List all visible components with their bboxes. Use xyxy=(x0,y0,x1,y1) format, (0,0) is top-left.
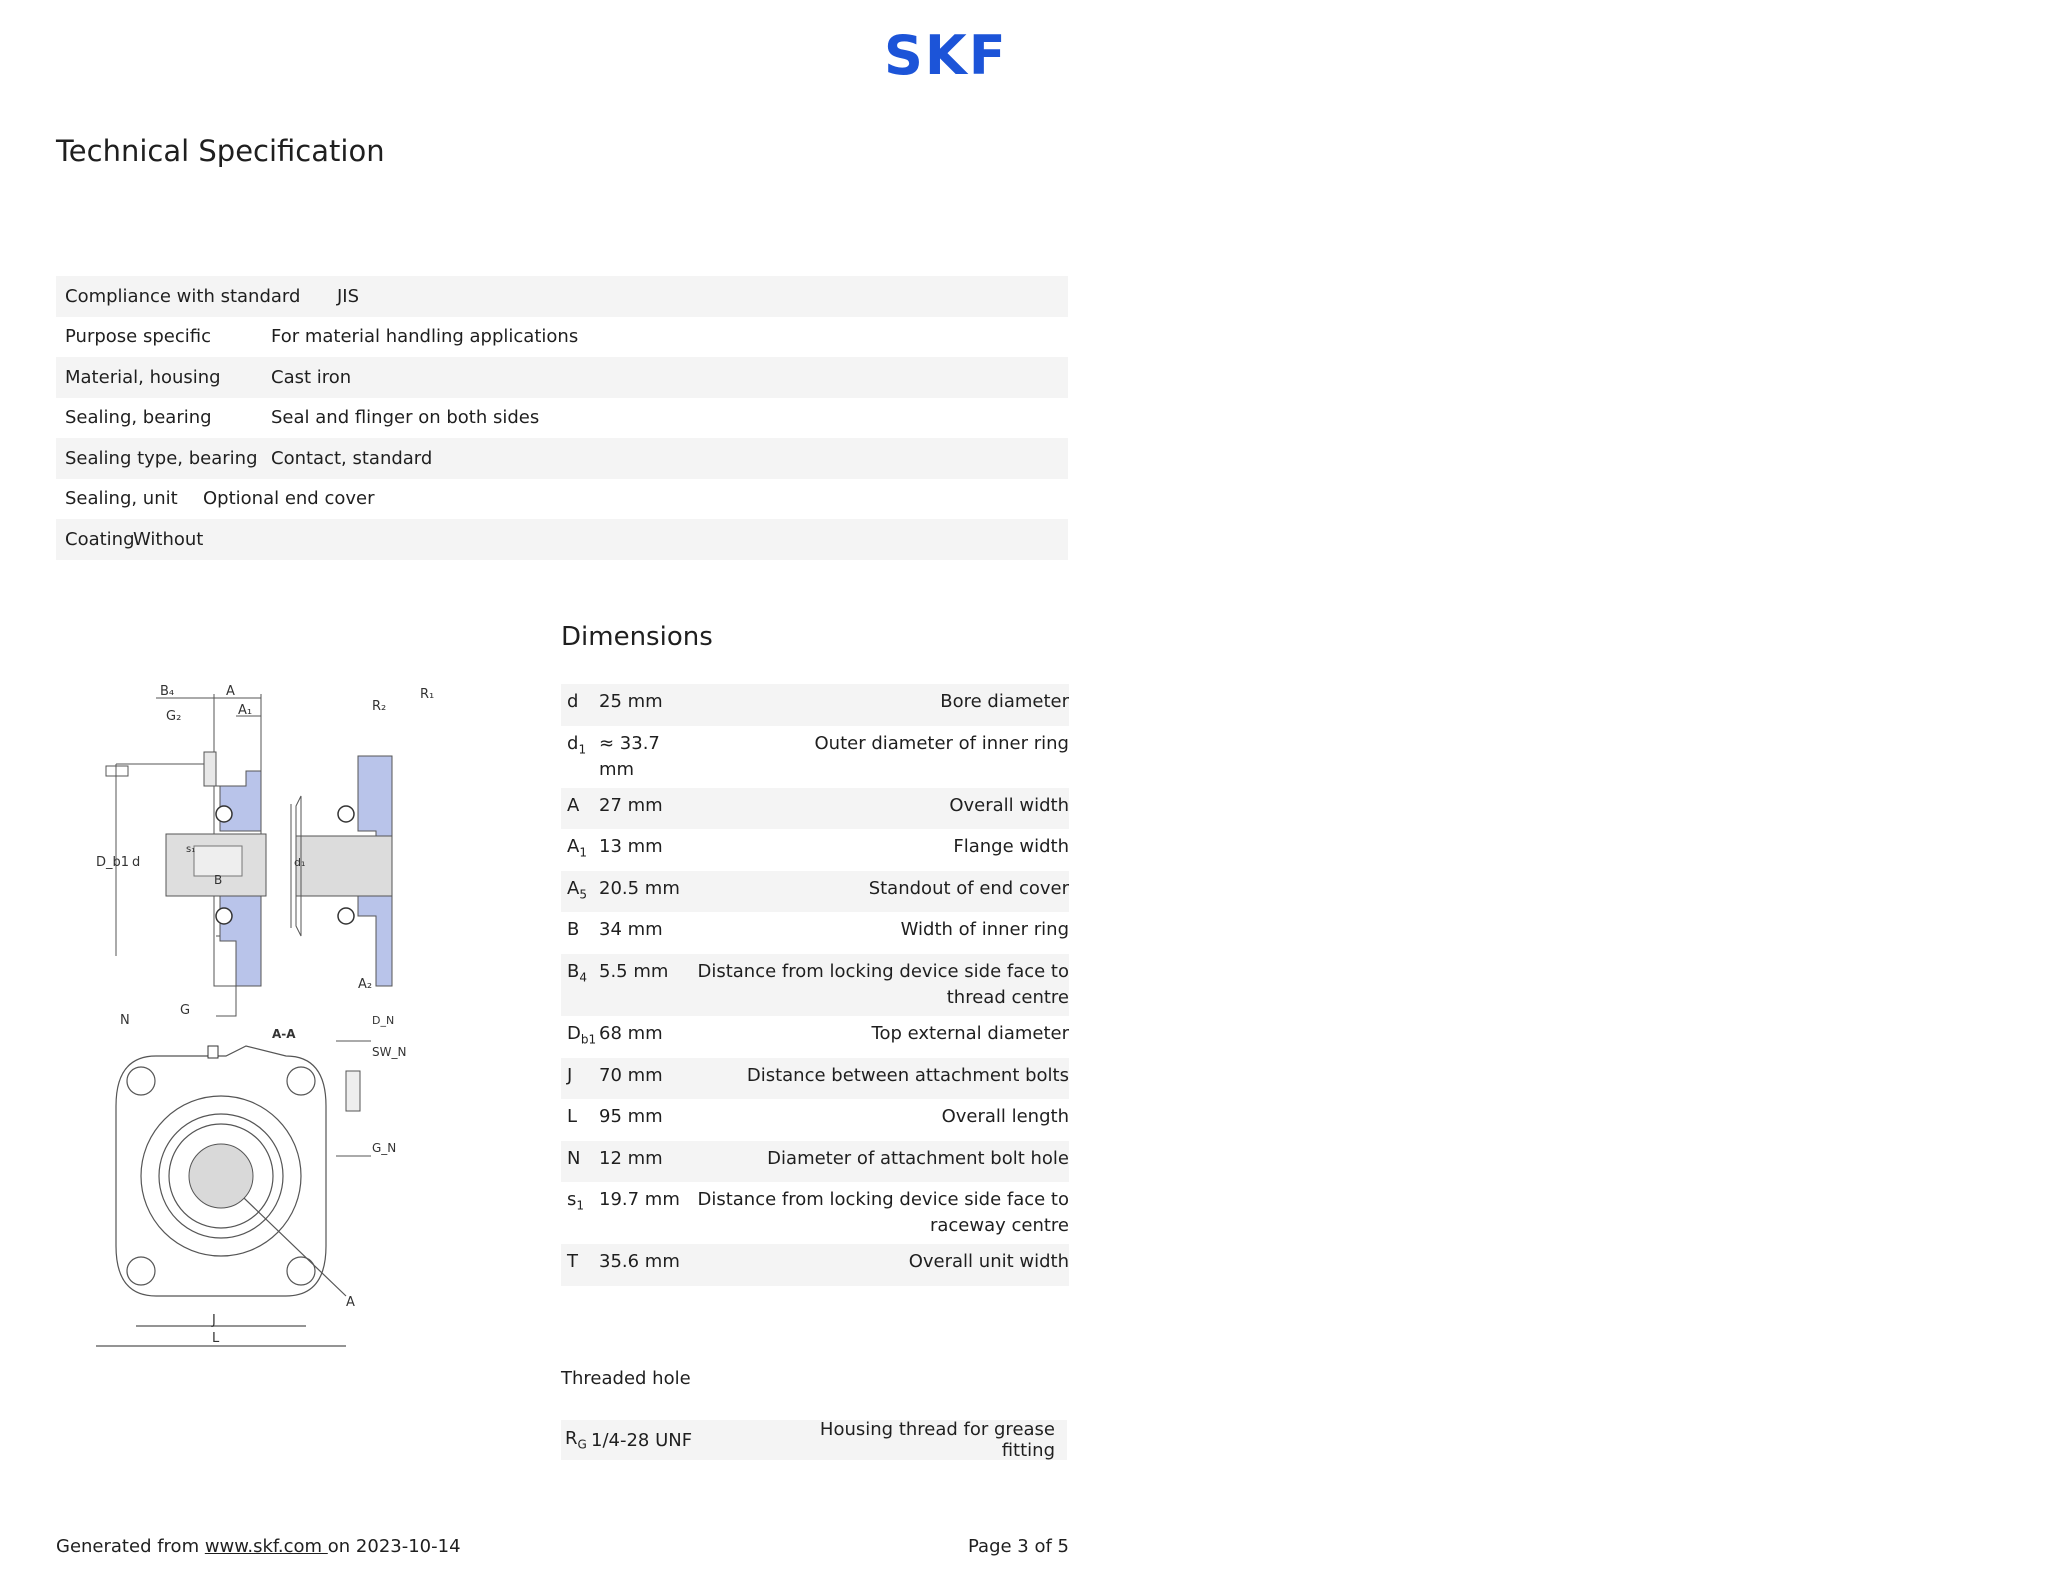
label-a2: A₂ xyxy=(358,977,373,992)
dimension-value: 20.5 mm xyxy=(599,877,680,899)
label-swn: SW_N xyxy=(372,1045,407,1059)
spec-label: Coating xyxy=(65,528,135,550)
label-a: A xyxy=(226,684,235,699)
dimension-symbol: $A_5$ xyxy=(567,877,587,902)
spec-label: Compliance with standard xyxy=(65,285,301,307)
spec-label: Sealing, unit xyxy=(65,488,178,510)
label-g: G xyxy=(180,1003,191,1018)
thread-description: Housing thread for grease fitting xyxy=(819,1419,1055,1461)
dimensions-table xyxy=(561,684,1069,1286)
label-g2: G₂ xyxy=(166,709,182,724)
thread-symbol: $R_G$ xyxy=(565,1428,587,1452)
spec-value: Seal and flinger on both sides xyxy=(271,407,540,429)
dimension-row xyxy=(561,1244,1069,1286)
spec-label: Sealing, bearing xyxy=(65,407,212,429)
spec-row xyxy=(56,276,1068,317)
dimension-value: 12 mm xyxy=(599,1147,663,1169)
dimension-description: Overall unit width xyxy=(908,1251,1069,1273)
spec-row xyxy=(56,398,1068,439)
label-aa: A-A xyxy=(272,1027,296,1041)
dimension-row xyxy=(561,684,1069,726)
label-a1: A₁ xyxy=(238,703,253,718)
label-r2: R₂ xyxy=(372,699,387,714)
dimension-description: Flange width xyxy=(953,836,1069,858)
spec-row xyxy=(56,438,1068,479)
skf-website-link[interactable]: www.skf.com xyxy=(204,1536,328,1557)
dimension-row xyxy=(561,954,1069,1016)
spec-label: Material, housing xyxy=(65,366,221,388)
label-gn: G_N xyxy=(372,1141,397,1155)
dimension-row xyxy=(561,1182,1069,1244)
dimension-symbol: $A_1$ xyxy=(567,836,587,860)
dimension-row xyxy=(561,829,1069,871)
dimension-value: 70 mm xyxy=(599,1064,663,1086)
spec-row xyxy=(56,479,1068,520)
dimension-symbol: J xyxy=(567,1064,573,1086)
label-d: d xyxy=(132,855,141,870)
dimension-row xyxy=(561,788,1069,830)
dimension-value: 5.5 mm xyxy=(599,960,669,982)
dimension-description: Width of inner ring xyxy=(900,919,1069,941)
dimension-symbol: $d_1$ xyxy=(567,732,587,757)
dimension-description: Distance from locking device side face to raceway centre xyxy=(697,1189,1069,1237)
label-l: L xyxy=(212,1331,220,1346)
dimension-symbol: B xyxy=(567,919,580,941)
dimension-value: 35.6 mm xyxy=(599,1251,680,1273)
spec-row xyxy=(56,519,1068,560)
label-r1: R₁ xyxy=(420,687,435,702)
spec-value: For material handling applications xyxy=(271,326,579,348)
dimension-value: 13 mm xyxy=(599,836,663,858)
dimension-symbol: N xyxy=(567,1147,581,1169)
dimension-description: Bore diameter xyxy=(940,691,1069,712)
dimension-row xyxy=(561,726,1069,788)
bearing-unit-drawing xyxy=(96,684,476,1346)
page-title: Technical Specification xyxy=(56,134,385,168)
dimension-symbol: $D_{b1}$ xyxy=(567,1022,597,1047)
dimension-description: Top external diameter xyxy=(871,1022,1069,1044)
spec-value: Cast iron xyxy=(271,366,352,388)
dimension-row xyxy=(561,1099,1069,1141)
dimension-symbol: $B_4$ xyxy=(567,960,587,985)
label-d1: d₁ xyxy=(294,856,306,869)
spec-table xyxy=(56,276,1068,560)
spec-value: Contact, standard xyxy=(271,447,433,469)
label-b: B xyxy=(214,873,223,887)
spec-value: Optional end cover xyxy=(203,488,375,510)
dimension-description: Distance from locking device side face to thread centre xyxy=(697,960,1069,1008)
dimension-description: Distance between attachment bolts xyxy=(746,1064,1069,1086)
dimension-description: Outer diameter of inner ring xyxy=(814,732,1069,754)
threaded-hole-heading: Threaded hole xyxy=(561,1368,691,1389)
label-section-a: A xyxy=(346,1295,355,1310)
dimension-description: Standout of end cover xyxy=(868,877,1069,899)
dimension-symbol: L xyxy=(567,1106,578,1128)
dimensions-heading: Dimensions xyxy=(561,622,713,652)
dimension-symbol: $s_1$ xyxy=(567,1189,585,1213)
dimension-symbol: T xyxy=(567,1251,578,1273)
dimension-value: 68 mm xyxy=(599,1022,663,1044)
spec-label: Sealing type, bearing xyxy=(65,447,258,469)
dimension-symbol: A xyxy=(567,794,580,816)
dimension-description: Overall width xyxy=(949,794,1069,816)
page-number: Page 3 of 5 xyxy=(968,1536,1069,1557)
dimension-row xyxy=(561,1016,1069,1058)
footer-generated: Generated from www.skf.com on 2023-10-14 xyxy=(56,1536,461,1557)
threaded-hole-row xyxy=(561,1420,1067,1460)
dimension-value: 25 mm xyxy=(599,691,663,712)
spec-value: Without xyxy=(133,528,204,550)
dimension-row xyxy=(561,1141,1069,1183)
label-j: J xyxy=(212,1313,216,1328)
dimension-value: 19.7 mm xyxy=(599,1189,680,1211)
dimension-value: 27 mm xyxy=(599,794,663,816)
logo-text: SKF xyxy=(884,24,1008,87)
spec-row xyxy=(56,357,1068,398)
dimension-description: Diameter of attachment bolt hole xyxy=(767,1147,1069,1169)
spec-row xyxy=(56,317,1068,358)
dimension-description: Overall length xyxy=(941,1106,1069,1128)
label-b4: B₄ xyxy=(160,684,175,699)
dimension-row xyxy=(561,1058,1069,1100)
thread-value: 1/4-28 UNF xyxy=(591,1429,693,1451)
dimension-row xyxy=(561,912,1069,954)
spec-label: Purpose specific xyxy=(65,326,211,348)
label-n: N xyxy=(120,1013,130,1028)
label-dn: D_N xyxy=(372,1014,395,1027)
spec-value: JIS xyxy=(337,285,360,307)
dimension-value: 34 mm xyxy=(599,919,663,941)
dimension-value: ≈ 33.7 mm xyxy=(599,732,660,780)
skf-logo xyxy=(884,24,1070,87)
dimension-row xyxy=(561,871,1069,913)
dimension-symbol: d xyxy=(567,691,579,712)
label-s1: s₁ xyxy=(186,844,196,855)
label-db1: D_b1 xyxy=(96,855,130,870)
dimension-value: 95 mm xyxy=(599,1106,663,1128)
